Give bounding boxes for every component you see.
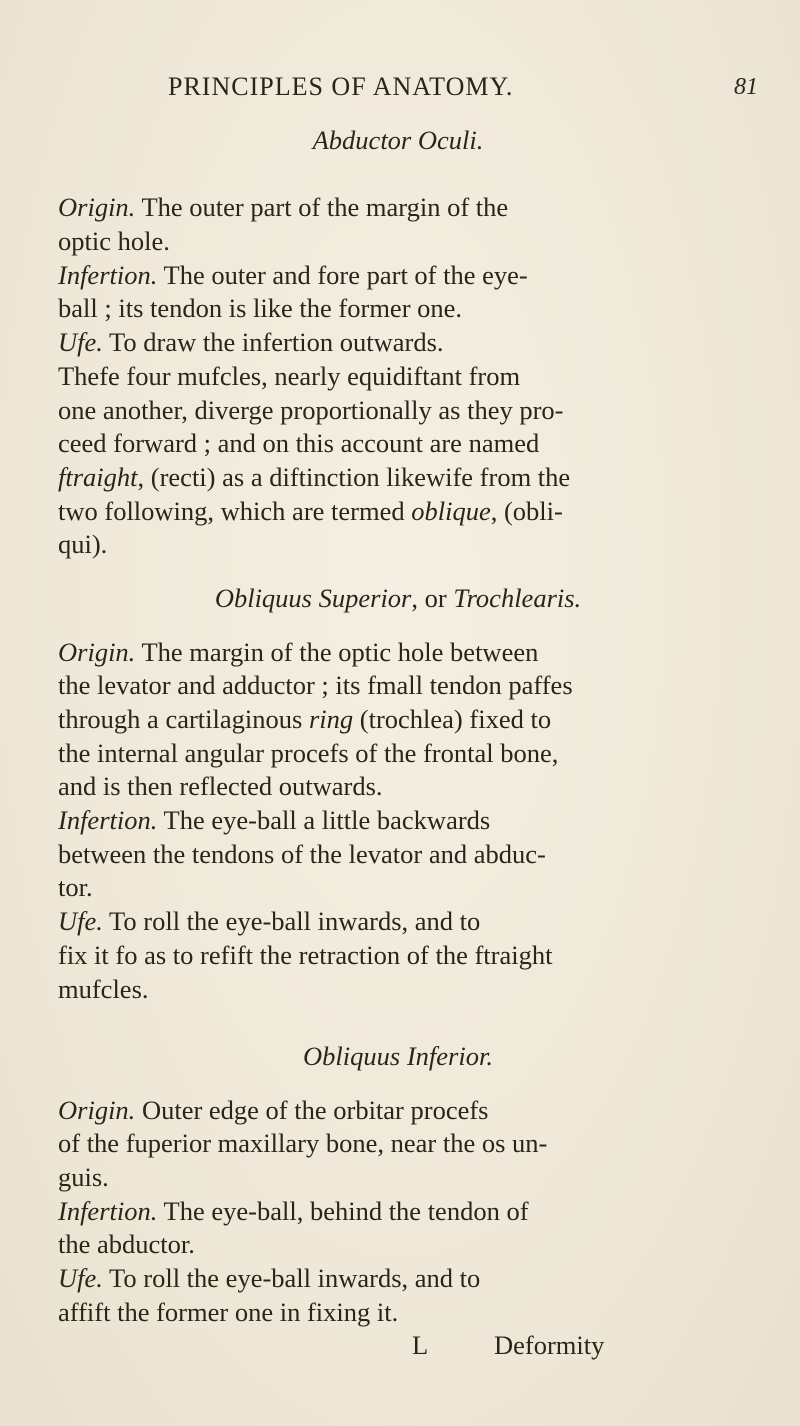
heading-part: Trochlearis. — [453, 582, 582, 613]
text-line: The eye-ball, behind the tendon of — [163, 1195, 529, 1226]
text-line: mufcles. — [58, 973, 149, 1004]
inferior-insertion-line — [58, 1195, 738, 1229]
text-line: ball ; its tendon is like the former one. — [58, 293, 463, 324]
body-text — [58, 124, 738, 1363]
text-line: The outer and fore part of the eye- — [163, 259, 528, 290]
text-line: Thefe four mufcles, nearly equidiftant from — [58, 360, 521, 391]
spacer — [58, 158, 738, 192]
text-line: To roll the eye-ball inwards, and to — [109, 906, 481, 937]
heading-part: Obliquus Superior — [214, 582, 412, 613]
abductor-use-line — [58, 326, 738, 360]
abductor-insertion-line — [58, 259, 738, 293]
use-label: Ufe. — [58, 1263, 103, 1293]
signature-mark: L — [412, 1330, 429, 1361]
italic-word: ftraight — [58, 461, 138, 492]
text-line: the internal angular procefs of the frontal bone, — [58, 737, 559, 768]
superior-origin-line-3 — [58, 703, 738, 737]
catchword: Deformity — [494, 1330, 605, 1361]
use-label: Ufe. — [58, 906, 103, 937]
section-heading-obliquus-inferior: Obliquus Inferior. — [303, 1040, 493, 1071]
section-heading-abductor: Abductor Oculi. — [312, 125, 484, 155]
text-line: one another, diverge proportionally as they pro- — [58, 394, 564, 425]
running-title: PRINCIPLES OF ANATOMY. — [168, 72, 514, 101]
text-line: Outer edge of the orbitar procefs — [141, 1094, 489, 1125]
text-line: The outer part of the margin of the — [141, 192, 509, 223]
origin-label: Origin. — [58, 636, 136, 667]
text-line: tor. — [58, 872, 93, 903]
running-head — [0, 72, 800, 112]
inferior-use-line — [58, 1262, 738, 1296]
text-line: To roll the eye-ball inwards, and to — [109, 1263, 481, 1293]
insertion-label: Infertion. — [58, 805, 158, 836]
use-label: Ufe. — [58, 327, 103, 358]
general-line-5 — [58, 495, 738, 529]
text-line: between the tendons of the levator and abduc- — [58, 838, 546, 869]
superior-use-line — [58, 905, 738, 939]
superior-insertion-line — [58, 804, 738, 838]
text-line: optic hole. — [58, 226, 170, 257]
text-line: the abductor. — [58, 1229, 195, 1260]
text-line: affift the former one in fixing it. — [58, 1296, 399, 1327]
origin-label: Origin. — [58, 1094, 136, 1125]
text-line: of the fuperior maxillary bone, near the os un- — [58, 1128, 548, 1159]
abductor-origin-line — [58, 191, 738, 225]
text-line: The margin of the optic hole between — [141, 636, 539, 667]
spacer — [58, 1074, 738, 1094]
insertion-label: Infertion. — [58, 1195, 158, 1226]
text-run: , (recti) as a diftinction likewife from the — [137, 461, 571, 492]
insertion-label: Infertion. — [58, 259, 158, 290]
text-run: , (obli- — [490, 495, 563, 526]
superior-origin-line — [58, 636, 738, 670]
text-line: and is then reflected outwards. — [58, 771, 383, 802]
footer-line — [58, 1329, 738, 1363]
general-line-4 — [58, 461, 738, 495]
origin-label: Origin. — [58, 192, 136, 223]
spacer — [58, 1006, 738, 1040]
italic-word: oblique — [411, 495, 491, 526]
italic-word: ring — [308, 704, 354, 734]
text-line: To draw the infertion outwards. — [109, 327, 444, 358]
spacer — [58, 616, 738, 636]
text-line: ceed forward ; and on this account are named — [58, 428, 540, 459]
inferior-origin-line — [58, 1094, 738, 1128]
text-line: the levator and adductor ; its fmall tendon paffes — [58, 670, 573, 701]
spacer — [58, 562, 738, 582]
text-line: fix it fo as to refift the retraction of the ftraight — [58, 939, 553, 970]
heading-part: , or — [411, 582, 454, 613]
text-run: two following, which are termed — [58, 495, 412, 526]
text-line: The eye-ball a little backwards — [163, 805, 491, 836]
text-run: (trochlea) fixed to — [353, 704, 552, 734]
page-number: 81 — [734, 74, 758, 100]
section-heading-obliquus-superior — [58, 582, 738, 616]
text-run: through a cartilaginous — [58, 704, 309, 734]
text-line: guis. — [58, 1161, 109, 1192]
text-line: qui). — [58, 529, 108, 560]
